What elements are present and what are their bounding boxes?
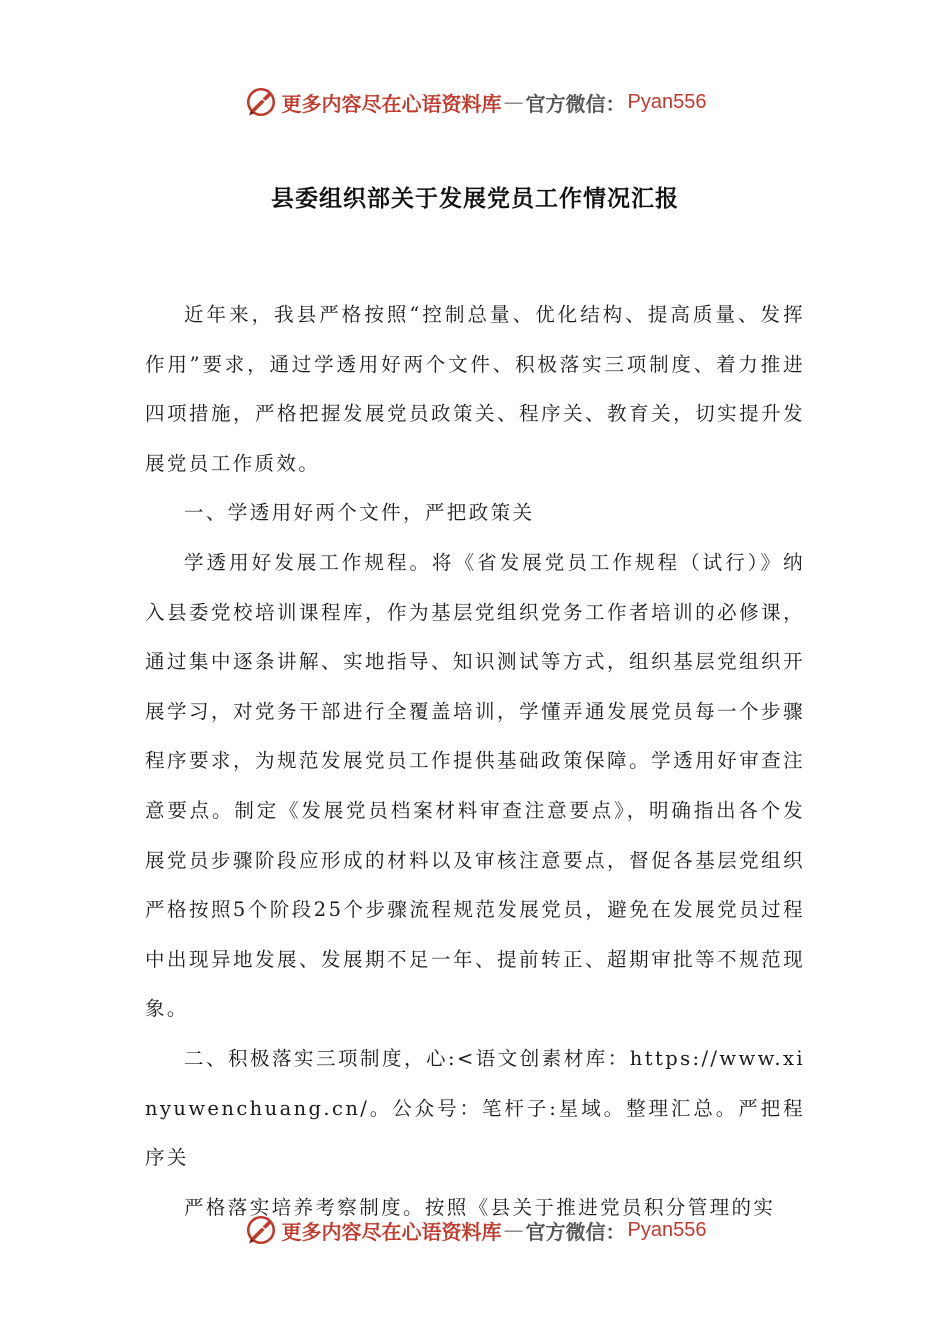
section-heading-one: 一、学透用好两个文件，严把政策关 — [184, 501, 535, 525]
banner-dash: — — [503, 1218, 524, 1242]
footer-banner — [0, 1210, 950, 1250]
paragraph-intro: 近年来，我县严格按照“控制总量、优化结构、提高质量、发挥作用”要求，通过学透用好两个文件、积极落实三项制度、着力推进四项措施，严格把握发展党员政策关、程序关、教育关，切实提升发展党员工作质效。 — [145, 303, 805, 475]
banner-brand-text: 更多内容尽在心语资料库 — [281, 1219, 502, 1244]
banner-wechat-handle: Pyan556 — [627, 90, 707, 113]
pen-logo-icon — [244, 1213, 278, 1247]
banner-wechat-handle: Pyan556 — [627, 1218, 707, 1241]
banner-official-label: 官方微信： — [525, 1219, 626, 1244]
banner-official-label: 官方微信： — [525, 91, 626, 116]
section-heading-two: 二、积极落实三项制度，心:<语文创素材库：https://www.xinyuwenchuang.cn/。公众号：笔杆子:星域。整理汇总。严把程序关 — [145, 1046, 805, 1170]
banner-dash: — — [503, 90, 524, 114]
paragraph-section-one: 学透用好发展工作规程。将《省发展党员工作规程（试行）》纳入县委党校培训课程库，作为基层党组织党务工作者培训的必修课，通过集中逐条讲解、实地指导、知识测试等方式，组织基层党组织开展学习，对党务干部进行全覆盖培训，学懂弄通发展党员每一个步骤程序要求，为规范发展党员工作提供基础政策保障。学透用好审查注意要点。制定《发展党员档案材料审查注意要点》，明确指出各个发展党员步骤阶段应形成的材料以及审核注意要点，督促各基层党组织严格按照5个阶段25个步骤流程规范发展党员，避免在发展党员过程中出现异地发展、发展期不足一年、提前转正、超期审批等不规范现象。 — [145, 550, 805, 1021]
document-title: 县委组织部关于发展党员工作情况汇报 — [271, 186, 679, 212]
header-banner — [0, 82, 950, 122]
document-body — [145, 290, 805, 1232]
banner-brand-text: 更多内容尽在心语资料库 — [281, 91, 502, 116]
paragraph-section-two: 严格落实培养考察制度。按照《县关于推进党员积分管理的实 — [184, 1195, 776, 1219]
pen-logo-icon — [244, 85, 278, 119]
